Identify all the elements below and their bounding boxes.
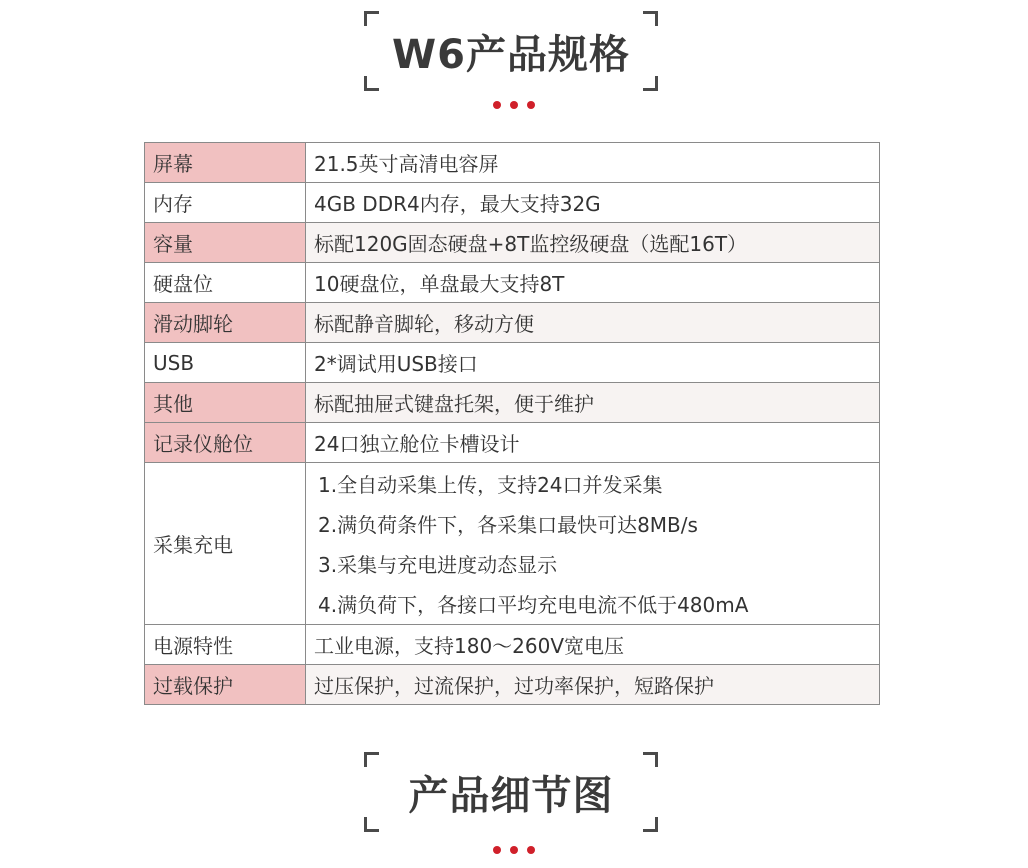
dot-icon: [510, 101, 518, 109]
spec-table: [144, 142, 880, 705]
row-label: 电源特性: [145, 625, 306, 665]
dot-icon: [510, 846, 518, 854]
row-label: 记录仪舱位: [145, 423, 306, 463]
row-label: 采集充电: [145, 463, 306, 625]
table-row: [145, 143, 880, 183]
dot-icon: [527, 846, 535, 854]
table-row: [145, 223, 880, 263]
row-value: 10硬盘位，单盘最大支持8T: [306, 263, 880, 303]
spec-section-title: [364, 11, 658, 91]
row-label: 容量: [145, 223, 306, 263]
table-row: [145, 423, 880, 463]
spec-title-text: W6产品规格: [392, 31, 630, 78]
list-item: 1.全自动采集上传，支持24口并发采集: [318, 473, 663, 497]
list-item: 3.采集与充电进度动态显示: [318, 553, 558, 577]
row-label: 屏幕: [145, 143, 306, 183]
row-value: 标配抽屉式键盘托架，便于维护: [306, 383, 880, 423]
row-value: 工业电源，支持180～260V宽电压: [306, 625, 880, 665]
table-row: [145, 383, 880, 423]
dot-icon: [493, 101, 501, 109]
dot-icon: [527, 101, 535, 109]
table-row: [145, 463, 880, 625]
row-label: 硬盘位: [145, 263, 306, 303]
row-value: 24口独立舱位卡槽设计: [306, 423, 880, 463]
table-row: [145, 183, 880, 223]
table-row: [145, 303, 880, 343]
list-item: 4.满负荷下，各接口平均充电电流不低于480mA: [318, 593, 749, 617]
title-dots: [493, 846, 535, 854]
dot-icon: [493, 846, 501, 854]
table-row: [145, 263, 880, 303]
table-row: [145, 343, 880, 383]
row-label: 其他: [145, 383, 306, 423]
row-value: 标配120G固态硬盘+8T监控级硬盘（选配16T）: [306, 223, 880, 263]
table-row: [145, 625, 880, 665]
row-label: 内存: [145, 183, 306, 223]
row-label: 滑动脚轮: [145, 303, 306, 343]
title-dots: [493, 101, 535, 109]
row-label: USB: [145, 343, 306, 383]
row-label: 过载保护: [145, 665, 306, 705]
row-value: 4GB DDR4内存，最大支持32G: [306, 183, 880, 223]
row-value: 过压保护，过流保护，过功率保护，短路保护: [306, 665, 880, 705]
list-item: 2.满负荷条件下，各采集口最快可达8MB/s: [318, 513, 698, 537]
row-value-multiline: [306, 463, 880, 625]
detail-title-text: 产品细节图: [408, 772, 614, 819]
row-value: 21.5英寸高清电容屏: [306, 143, 880, 183]
detail-section-title: [364, 752, 658, 832]
table-row: [145, 665, 880, 705]
row-value: 标配静音脚轮，移动方便: [306, 303, 880, 343]
row-value: 2*调试用USB接口: [306, 343, 880, 383]
